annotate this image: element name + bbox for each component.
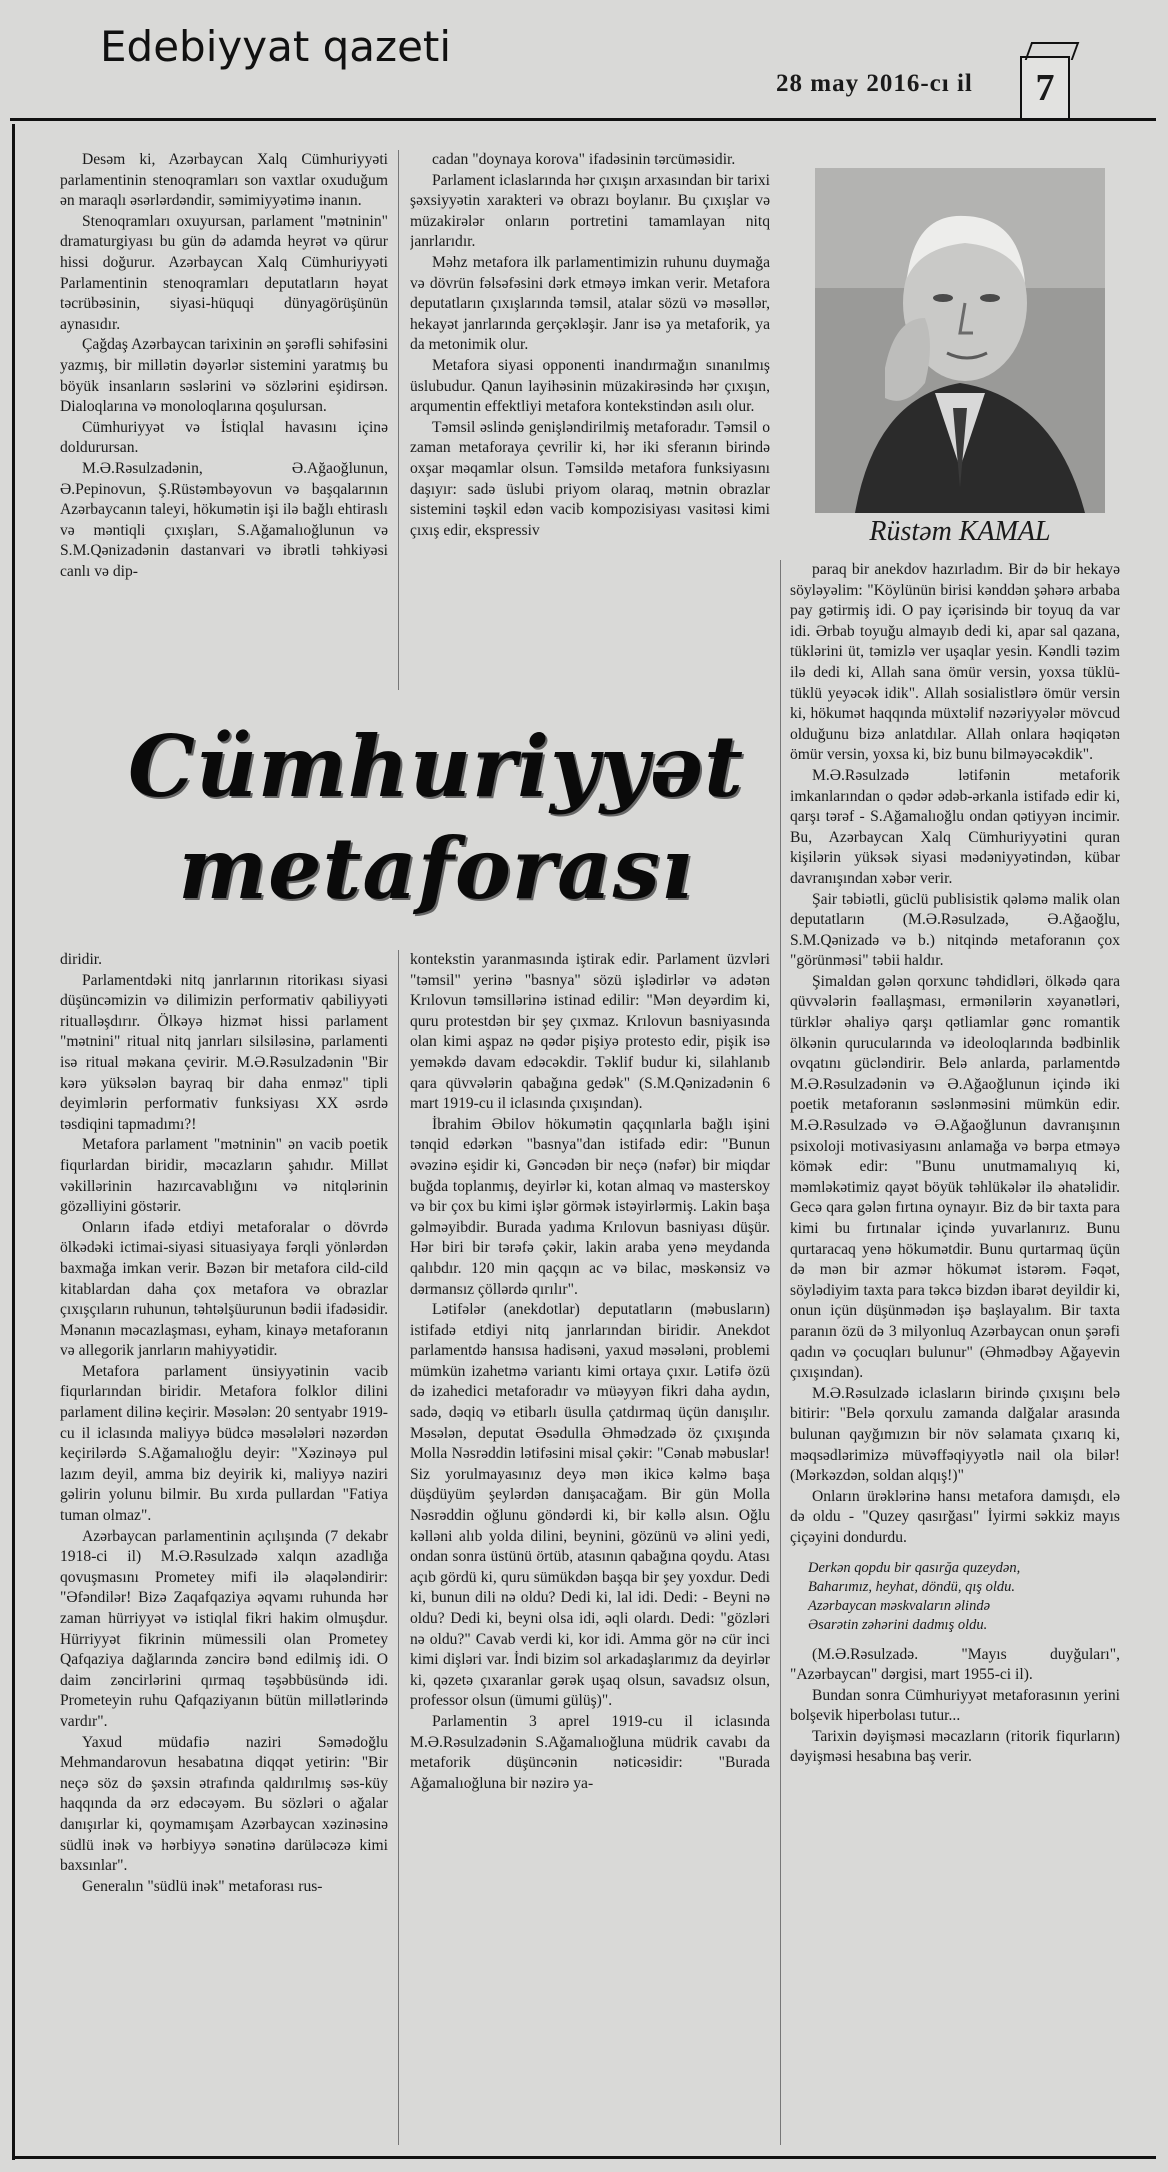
paragraph: Onların ifadə etdiyi metaforalar o dövrdə ölkədəki ictimai-siyasi situasiyaya fərqli yönlərdən baxmağa imkan verir. Bəzən bir metafora cild-cild kitablardan daha çox metafora və obrazlar çıxışçıların ruhunun, təhtəlşüurunun bədii ifadəsidir. Mənanın məcazlaşması, eyham, kinayə metaforanın və allegorik janrların mahiyyətidir. bbox=[60, 1218, 388, 1360]
paragraph: Çağdaş Azərbaycan tarixinin ən şərəfli səhifəsini yazmış, bir millətin dəyərlər sistemini yaratmış bu böyük insanların səslərini və sözlərini eşidirsən. Dialoqlarına və monoloqlarına qoşulursan. bbox=[60, 336, 388, 416]
column-divider bbox=[398, 950, 399, 2145]
paragraph: Azərbaycan parlamentinin açılışında (7 dekabr 1918-ci il) M.Ə.Rəsulzadə xalqın azadlığa qovuşmasını Prometey mifi ilə əlaqələndirir: "Əfəndilər! Bizə Zaqafqaziya əqvamı ruhunda hər zaman hürriyyət və istiqlal fikri hakim olmuşdur. Hürriyyət fikrinin mümessili olan Prometey Qafqaziya dağlarında zəncirə bənd edilmiş idi. O daim zəncirlərini qırmaq təşəbbüsündə idi. Prometeyin ruhu Qafqaziyanın bütün millətlərində vardır". bbox=[60, 1527, 388, 1730]
paragraph: Təmsil əslində genişləndirilmiş metaforadır. Təmsil o zaman metaforaya çevrilir ki, hər iki sferanın birində oxşar məqamlar olsun. Təmsildə metafora funksiyasını daşıyır: sadə üslubi priyom olaraq, mətnin obrazlar sistemini təşkil edən vacib kompozisiyası vasitəsi kimi çıxış edir, ekspressiv bbox=[410, 418, 770, 539]
paragraph: Parlamentin 3 aprel 1919-cu il iclasında M.Ə.Rəsulzadənin S.Ağamalıoğluna müdrik cavabı da metaforik düşüncənin nəticəsidir: "Burada Ağamalıoğluna bir nəzirə ya- bbox=[410, 1712, 770, 1792]
masthead bbox=[0, 0, 1168, 122]
paragraph: Desəm ki, Azərbaycan Xalq Cümhuriyyəti parlamentinin stenoqramları son vaxtlar oxuduğum ən maraqlı əsərlərdəndir, səmimiyyətimə inanın. bbox=[60, 151, 388, 210]
paragraph: Şair təbiətli, güclü publisistik qələmə malik olan deputatların (M.Ə.Rəsulzadə, Ə.Ağaoğlu, S.M.Qənizadə və b.) nitqində metaforanın çox "görünməsi" təbii haldır. bbox=[790, 890, 1120, 970]
author-name: Rüstəm KAMAL bbox=[869, 516, 1051, 547]
article-headline bbox=[86, 716, 786, 920]
article-column-2-top bbox=[410, 150, 770, 698]
paragraph: paraq bir anekdov hazırladım. Bir də bir hekayə söyləyəlim: "Köylünün birisi kənddən şəhərə arbaba pay gətirmiş idi. O pay içərisində bir toyuq da var idi. Ərbab toyuğu almayıb dedi ki, apar sal qazana, tüklərini üt, təmizlə ver uşaqlar yesin. Kəndli təzim ilə dedi ki, Allah sana ömür versin, yoxsa tüklü-tüklü yeyəcək idik". Allah sosialistlərə ömür versin ki, hökumət haqqında müxtəlif nəzəriyyələr mövcud olduğunu bizə anlatdılar. Allah onlara həqiqətən ömür versin, yoxsa ki, biz bunu bilməyəcəkdik". bbox=[790, 561, 1120, 764]
newspaper-name: Edebiyyat qazeti bbox=[100, 22, 452, 71]
poem-line: Derkən qopdu bir qasırğa quzeydən, bbox=[808, 1559, 1021, 1576]
column-divider bbox=[398, 150, 399, 690]
poem-line: Əsarətin zəhərini dadmış oldu. bbox=[808, 1616, 988, 1633]
paragraph: İbrahim Əbilov hökumətin qaçqınlarla bağlı işini tənqid edərkən "basnya"dan istifadə edir: "Bunun əvəzinə eşidir ki, Gəncədən bir neçə (nəfər) bir miqdar buğda toplanmış, deyirlər ki, kotan almaq və masterskoy və bir çox bu kimi işlər görmək istəyirlərmiş. Lakin başa gəlməyibdir. Burada yadıma Krılovun basniyası düşür. Hər biri bir tərəfə çəkir, lakin araba yenə meydanda qalıbdır. 120 min qaçqın ac və bilac, məskənsiz və dərmansız çöllərdə qırılır". bbox=[410, 1115, 770, 1298]
article-column-1-top bbox=[60, 150, 388, 698]
paragraph: M.Ə.Rəsulzadənin, Ə.Ağaoğlunun, Ə.Pepinovun, Ş.Rüstəmbəyovun və başqalarının Azərbaycanın taleyi, hökumətin işi ilə bağlı ehtiraslı və məntiqli çıxışları, S.Ağamalıoğlunun və S.M.Qənizadənin dastanvari və ibrətli təhkiyəsi canlı və dip- bbox=[60, 459, 388, 580]
author-portrait bbox=[815, 168, 1105, 513]
paragraph: Tarixin dəyişməsi məcazların (ritorik fiqurların) dəyişməsi hesabına baş verir. bbox=[790, 1727, 1120, 1766]
paragraph: (M.Ə.Rəsulzadə. "Mayıs duyğuları", "Azərbaycan" dərgisi, mart 1955-ci il). bbox=[790, 1645, 1120, 1684]
poem-line: Azərbaycan məskvaların əlində bbox=[808, 1597, 991, 1614]
author-portrait-image bbox=[815, 168, 1105, 513]
paragraph: M.Ə.Rəsulzadə lətifənin metaforik imkanlarından o qədər ədəb-ərkanla istifadə edir ki, qarşı tərəf - S.Ağamalıoğlu ondan qətiyyən incimir. Bu, Azərbaycan Xalq Cümhuriyyətini quran kişilərin yüksək siyasi mədəniyyətindən, kübar davranışından xəbər verir. bbox=[790, 766, 1120, 887]
paragraph: Parlamentdəki nitq janrlarının ritorikası siyasi düşüncəmizin və dilimizin performativ qabiliyyəti ritualləşdırır. Ölkəyə hizmət hissi parlament "mətnini" ritual nitq janrları silsiləsinə, parlamenti isə ritual məkana çevirir. M.Ə.Rəsulzadənin "Bir kərə yüksələn bayraq bir daha enməz" tipli deyimlərin performativ funksiyası XX əsrdə təsdiqini tapmadımı?! bbox=[60, 971, 388, 1133]
paragraph: Parlament iclaslarında hər çıxışın arxasından bir tarixi şəxsiyyətin xarakteri və obrazı boylanır. Bu çıxışlar və müzakirələr onların portretini tamamlayan nitq janrlarıdır. bbox=[410, 171, 770, 251]
paragraph: Məhz metafora ilk parlamentimizin ruhunu duymağa və dövrün fəlsəfəsini dərk etməyə imkan verir. Metafora deputatların çıxışlarında təmsil, atalar sözü və məsəllər, hekayət janrlarında gerçəkləşir. Janr isə ya metaforik, ya da metonimik olur. bbox=[410, 253, 770, 354]
issue-date: 28 may 2016-cı il bbox=[776, 70, 973, 97]
page-number-book-icon bbox=[1020, 56, 1070, 120]
poem-quote bbox=[808, 1559, 1120, 1635]
paragraph: cadan "doynaya korova" ifadəsinin tərcüməsidir. bbox=[432, 151, 736, 168]
bottom-border-rule bbox=[12, 2156, 1156, 2159]
article-column-1-bottom bbox=[60, 950, 388, 2145]
paragraph: Metafora parlament ünsiyyətinin vacib fiqurlarından biridir. Metafora folklor dilini parlament dilinə keçirir. Məsələn: 20 sentyabr 1919-cu il iclasında maliyyə büdcə məsələləri nəzərdən keçirilərdə S.Ağamalıoğlu deyir: "Xəzinəyə pul lazım deyil, amma biz deyirik ki, maliyyə naziri gəlirin yolunu bilmir. Bu xırda pullardan "Fatiya tuman olmaz". bbox=[60, 1362, 388, 1525]
article-column-2-bottom bbox=[410, 950, 770, 2145]
paragraph: Bundan sonra Cümhuriyyət metaforasının yerini bolşevik hiperbolası tutur... bbox=[790, 1686, 1120, 1725]
page-number: 7 bbox=[1035, 67, 1055, 109]
paragraph: Metafora siyasi opponenti inandırmağın sınanılmış üslubudur. Qanun layihəsinin müzakirəsində hər çıxışın, arqumentin effektliyi metafora kontekstindən asılı olur. bbox=[410, 356, 770, 416]
paragraph: Stenoqramları oxuyursan, parlament "mətninin" dramaturgiyası bu gün də adamda heyrət və qürur hissi doğurur. Azərbaycan Xalq Cümhuriyyəti Parlamentinin stenoqramları deputatların həyat təcrübəsinin, siyasi-hüquqi dünyagörüşünün aynasıdır. bbox=[60, 212, 388, 333]
paragraph: Generalın "südlü inək" metaforası rus- bbox=[82, 1877, 323, 1895]
article-column-3 bbox=[790, 560, 1120, 2145]
paragraph: Yaxud müdafiə naziri Səmədoğlu Mehmandarovun hesabatına diqqət yetirin: "Bir neçə söz də şəxsin ətrafında qaldırılmış səs-küy haqqında da ərz edəcəyəm. Bu sözləri o ağalar danışırlar ki, qoymamışam Azərbaycan xəzinəsinə südlü inək və hərbiyyə sənətinə darüləcəzə kimi baxsınlar". bbox=[60, 1733, 388, 1875]
headline-line: metaforası bbox=[178, 819, 694, 918]
paragraph: diridir. bbox=[60, 951, 103, 968]
paragraph: M.Ə.Rəsulzadə iclasların birində çıxışını belə bitirir: "Belə qorxulu zamanda dalğalar arasında bulunan qayğımızın bir növ səlamata çıxarıq ki, məqsədlərimizə müvəffəqiyyətlə nail ola bilər! (Mərkəzdən, soldan alqış!)" bbox=[790, 1384, 1120, 1485]
paragraph: Onların ürəklərinə hansı metafora damışdı, elə də oldu - "Quzey qasırğası" İyirmi səkkiz mayıs çiçəyini dondurdu. bbox=[790, 1487, 1120, 1546]
paragraph: Metafora parlament "mətninin" ən vacib poetik fiqurlardan biridir, məcazların şahıdır. Millət vəkillərinin hazırcavablığını və nitqlərinin gözəlliyini göstərir. bbox=[60, 1136, 388, 1216]
paragraph: Şimaldan gələn qorxunc təhdidləri, ölkədə qara qüvvələrin fəallaşması, ermənilərin xəyanətləri, türklər əhaliyə qarşı qətliamlar gənc romantik ölkənin qurucularında və ideoloqlarında bədbinlik ovqatını gücləndirir. Belə anlarda, parlamentdə M.Ə.Rəsulzadənin və Ə.Ağaoğlunun içində iki poetik metaforanın səslənməsini mümkün edir. M.Ə.Rəsulzadə və Ə.Ağaoğlunun davranışının psixoloji motivasiyasını anlamağa və bərpa etməyə kömək edir: "Bunu unutmamalıyıq ki, məmləkətimiz qayət böyük təhlükələr ilə əhatəlidir. Gecə qara gələn fırtına oynayır. Biz də bir taxta para kimi bu fırtınalar içində yuvarlanırız. Bunu qurtaracaq yenə hökumətdir. Bunu qurtarmaq üçün də mən bir azmər hökumət istərəm. Fəqət, söylədiyim taxta para təkcə bizdən ibarət deyildir ki, onun içün düşünmədən işə başlayalım. Bir taxta paranın özü də 3 milyonluq Azərbaycan onun şərəfi qadın və çocuqları bulunur" (Əhmədbəy Ağayevin çıxışından). bbox=[790, 972, 1120, 1382]
headline-line: Cümhuriyyət bbox=[128, 717, 744, 816]
poem-line: Baharımız, heyhat, döndü, qış oldu. bbox=[808, 1578, 1016, 1595]
paragraph: Lətifələr (anekdotlar) deputatların (məbusların) istifadə etdiyi nitq janrlarından biridir. Anekdot parlamentdə hansısa hadisəni, yaxud məsələni, problemi mümkün izahetmə variantı kimi ortaya çıxır. Lətifə özü də izahedici metaforadır və müəyyən fikri daha aydın, sadə, dəqiq və etibarlı üsulla çatdırmaq üçün danışılır. Məsələn, deputat Əsədulla Əhmədzadə öz çıxışında Molla Nəsrəddin lətifəsini misal çəkir: "Cənab məbuslar! Siz yorulmayasınız deyə mən ikicə kəlmə başa düşdüyüm şeylərdən danışacağam. Bir gün Molla Nəsrəddin oğlunu göndərdi ki, bir kəllə alsın. Oğlu kəlləni alıb yolda dilini, beynini, gözünü və əlini yedi, ondan sonra üstünü örtüb, atasının qabağına qoydu. Atası açıb gördü ki, quru sümükdən başqa bir şey yoxdur. Dedi ki, bunun dili nə oldu? Dedi ki, lal idi. Dedi: - Beyni nə oldu? Dedi ki, beyni olsa idi, əqli olardı. Dedi: "gözləri nə oldu?" Cavab verdi ki, kor idi. Amma gör nə cür inci kimi dişləri var. İndi bizim sol arkadaşlarımız da deyirlər ki, qəzetə çıxaranlar gərək uşaq olsun, savadsız olsun, professor olsun (ümumi gülüş)". bbox=[410, 1301, 770, 1710]
paragraph: Cümhuriyyət və İstiqlal havasını içinə doldurursan. bbox=[60, 418, 388, 457]
masthead-rule bbox=[10, 118, 1156, 121]
left-border-rule bbox=[12, 124, 15, 2160]
paragraph: kontekstin yaranmasında iştirak edir. Parlament üzvləri "təmsil" yerinə "basnya" sözü işlədirlər və adətən Krılovun təmsillərinə istinad edilir: "Mən deyərdim ki, quru protestdən bir şey çıxmaz. Krılovun basniyasında olan kimi aşpaz nə qədər pişiyə protesto edir, pişik isə yeməkdə davam edəcəkdir. Təklif budur ki, silahlanıb qara qüvvələrin qabağına gedək" (S.M.Qənizadənin 6 mart 1919-cu il iclasında çıxışından). bbox=[410, 951, 770, 1113]
